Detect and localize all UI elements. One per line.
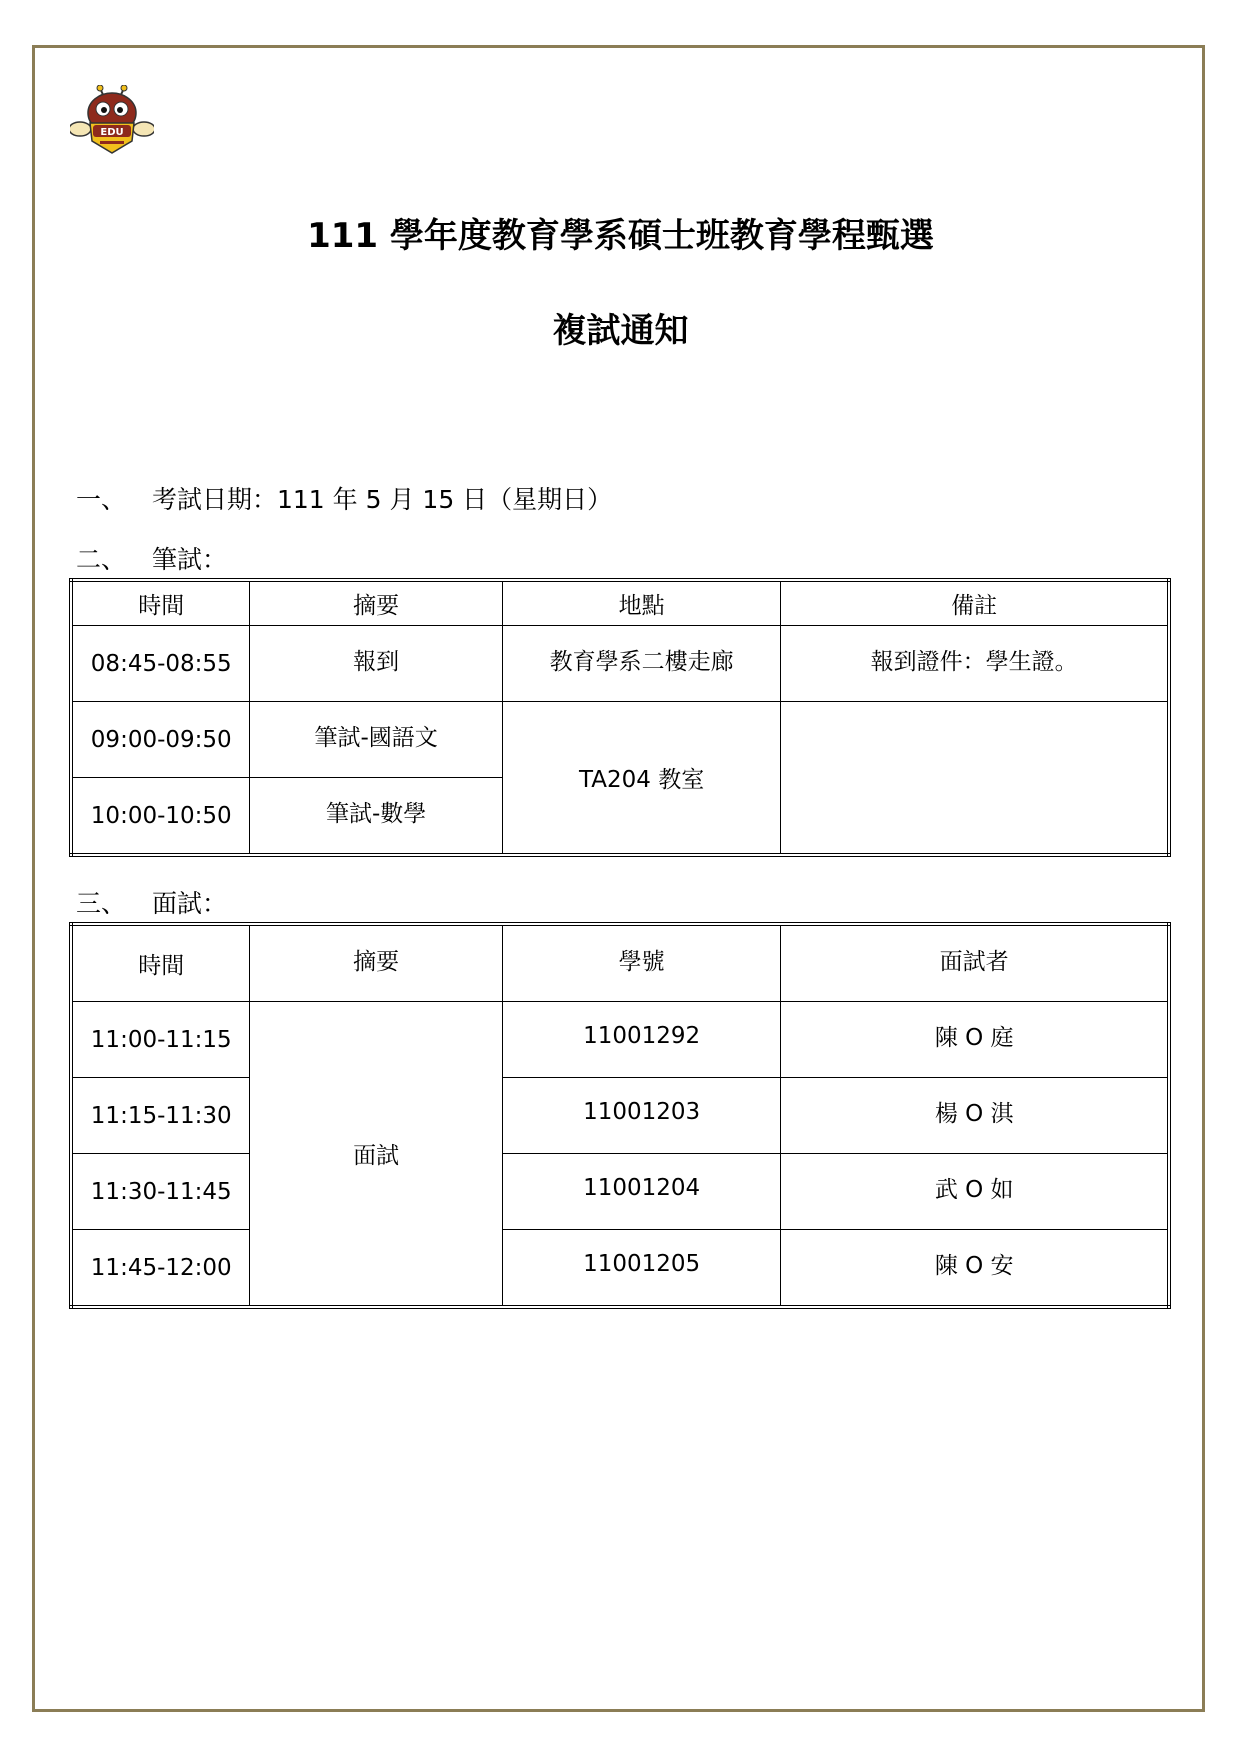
table-row [71,702,1169,778]
header-cell: 地點 [502,580,781,626]
table-row [71,1078,1169,1154]
table-row [71,1230,1169,1308]
note-cell [781,702,1169,856]
interviewee-cell [781,1002,1169,1078]
summary-text: 筆試-國語文 [314,725,438,751]
time-cell: 08:45-08:55 [71,626,250,702]
interviewee-cell [781,1078,1169,1154]
interview-table [69,922,1171,1309]
header-text: 面試者 [939,949,1009,975]
table-row [71,1154,1169,1230]
time-cell: 11:15-11:30 [71,1078,250,1154]
section-exam-date [76,480,612,516]
table-header-row [71,580,1169,626]
summary-cell [250,702,502,778]
header-cell: 摘要 [250,580,502,626]
summary-text: 筆試-數學 [326,801,427,827]
interviewee-text: 楊 O 淇 [934,1101,1014,1127]
table-header-row [71,924,1169,1002]
location-cell [502,626,781,702]
summary-text: 報到 [353,649,400,675]
note-cell [781,626,1169,702]
section-text: 考試日期：111 年 5 月 15 日（星期日） [152,485,613,514]
summary-cell: 面試 [250,1002,502,1308]
section-interview [76,884,227,920]
header-cell: 時間 [71,580,250,626]
section-number: 三、 [76,889,127,918]
interviewee-cell [781,1230,1169,1308]
section-number: 一、 [76,485,127,514]
time-cell: 11:30-11:45 [71,1154,250,1230]
summary-cell [250,778,502,856]
header-cell [781,924,1169,1002]
table-row [71,626,1169,702]
page-frame [32,45,1205,1712]
student-id-text: 11001203 [583,1098,701,1125]
student-id-cell [502,1154,781,1230]
location-cell: TA204 教室 [502,702,781,856]
time-cell: 09:00-09:50 [71,702,250,778]
student-id-cell [502,1078,781,1154]
time-cell: 11:45-12:00 [71,1230,250,1308]
section-written-exam [76,540,227,576]
header-text: 學號 [618,949,665,975]
header-cell [250,924,502,1002]
interviewee-text: 陳 O 庭 [934,1025,1014,1051]
written-exam-table [69,578,1171,857]
header-cell: 時間 [71,924,250,1002]
student-id-text: 11001204 [583,1174,701,1201]
edu-bee-logo [70,85,154,157]
student-id-text: 11001205 [583,1250,701,1277]
logo-text: EDU [100,127,124,138]
student-id-cell [502,1002,781,1078]
document-title: 111 學年度教育學系碩士班教育學程甄選 [307,216,934,256]
section-text: 筆試： [152,545,228,574]
header-text: 摘要 [353,949,400,975]
time-cell: 11:00-11:15 [71,1002,250,1078]
section-number: 二、 [76,545,127,574]
location-text: 教育學系二樓走廊 [549,649,734,675]
student-id-text: 11001292 [583,1022,701,1049]
document-subtitle: 複試通知 [552,311,689,351]
time-cell: 10:00-10:50 [71,778,250,856]
header-cell: 備註 [781,580,1169,626]
summary-cell [250,626,502,702]
interviewee-text: 陳 O 安 [934,1253,1014,1279]
interviewee-text: 武 O 如 [934,1177,1014,1203]
table-row [71,1002,1169,1078]
student-id-cell [502,1230,781,1308]
note-text: 報到證件：學生證。 [870,649,1078,675]
section-text: 面試： [152,889,228,918]
header-cell [502,924,781,1002]
interviewee-cell [781,1154,1169,1230]
